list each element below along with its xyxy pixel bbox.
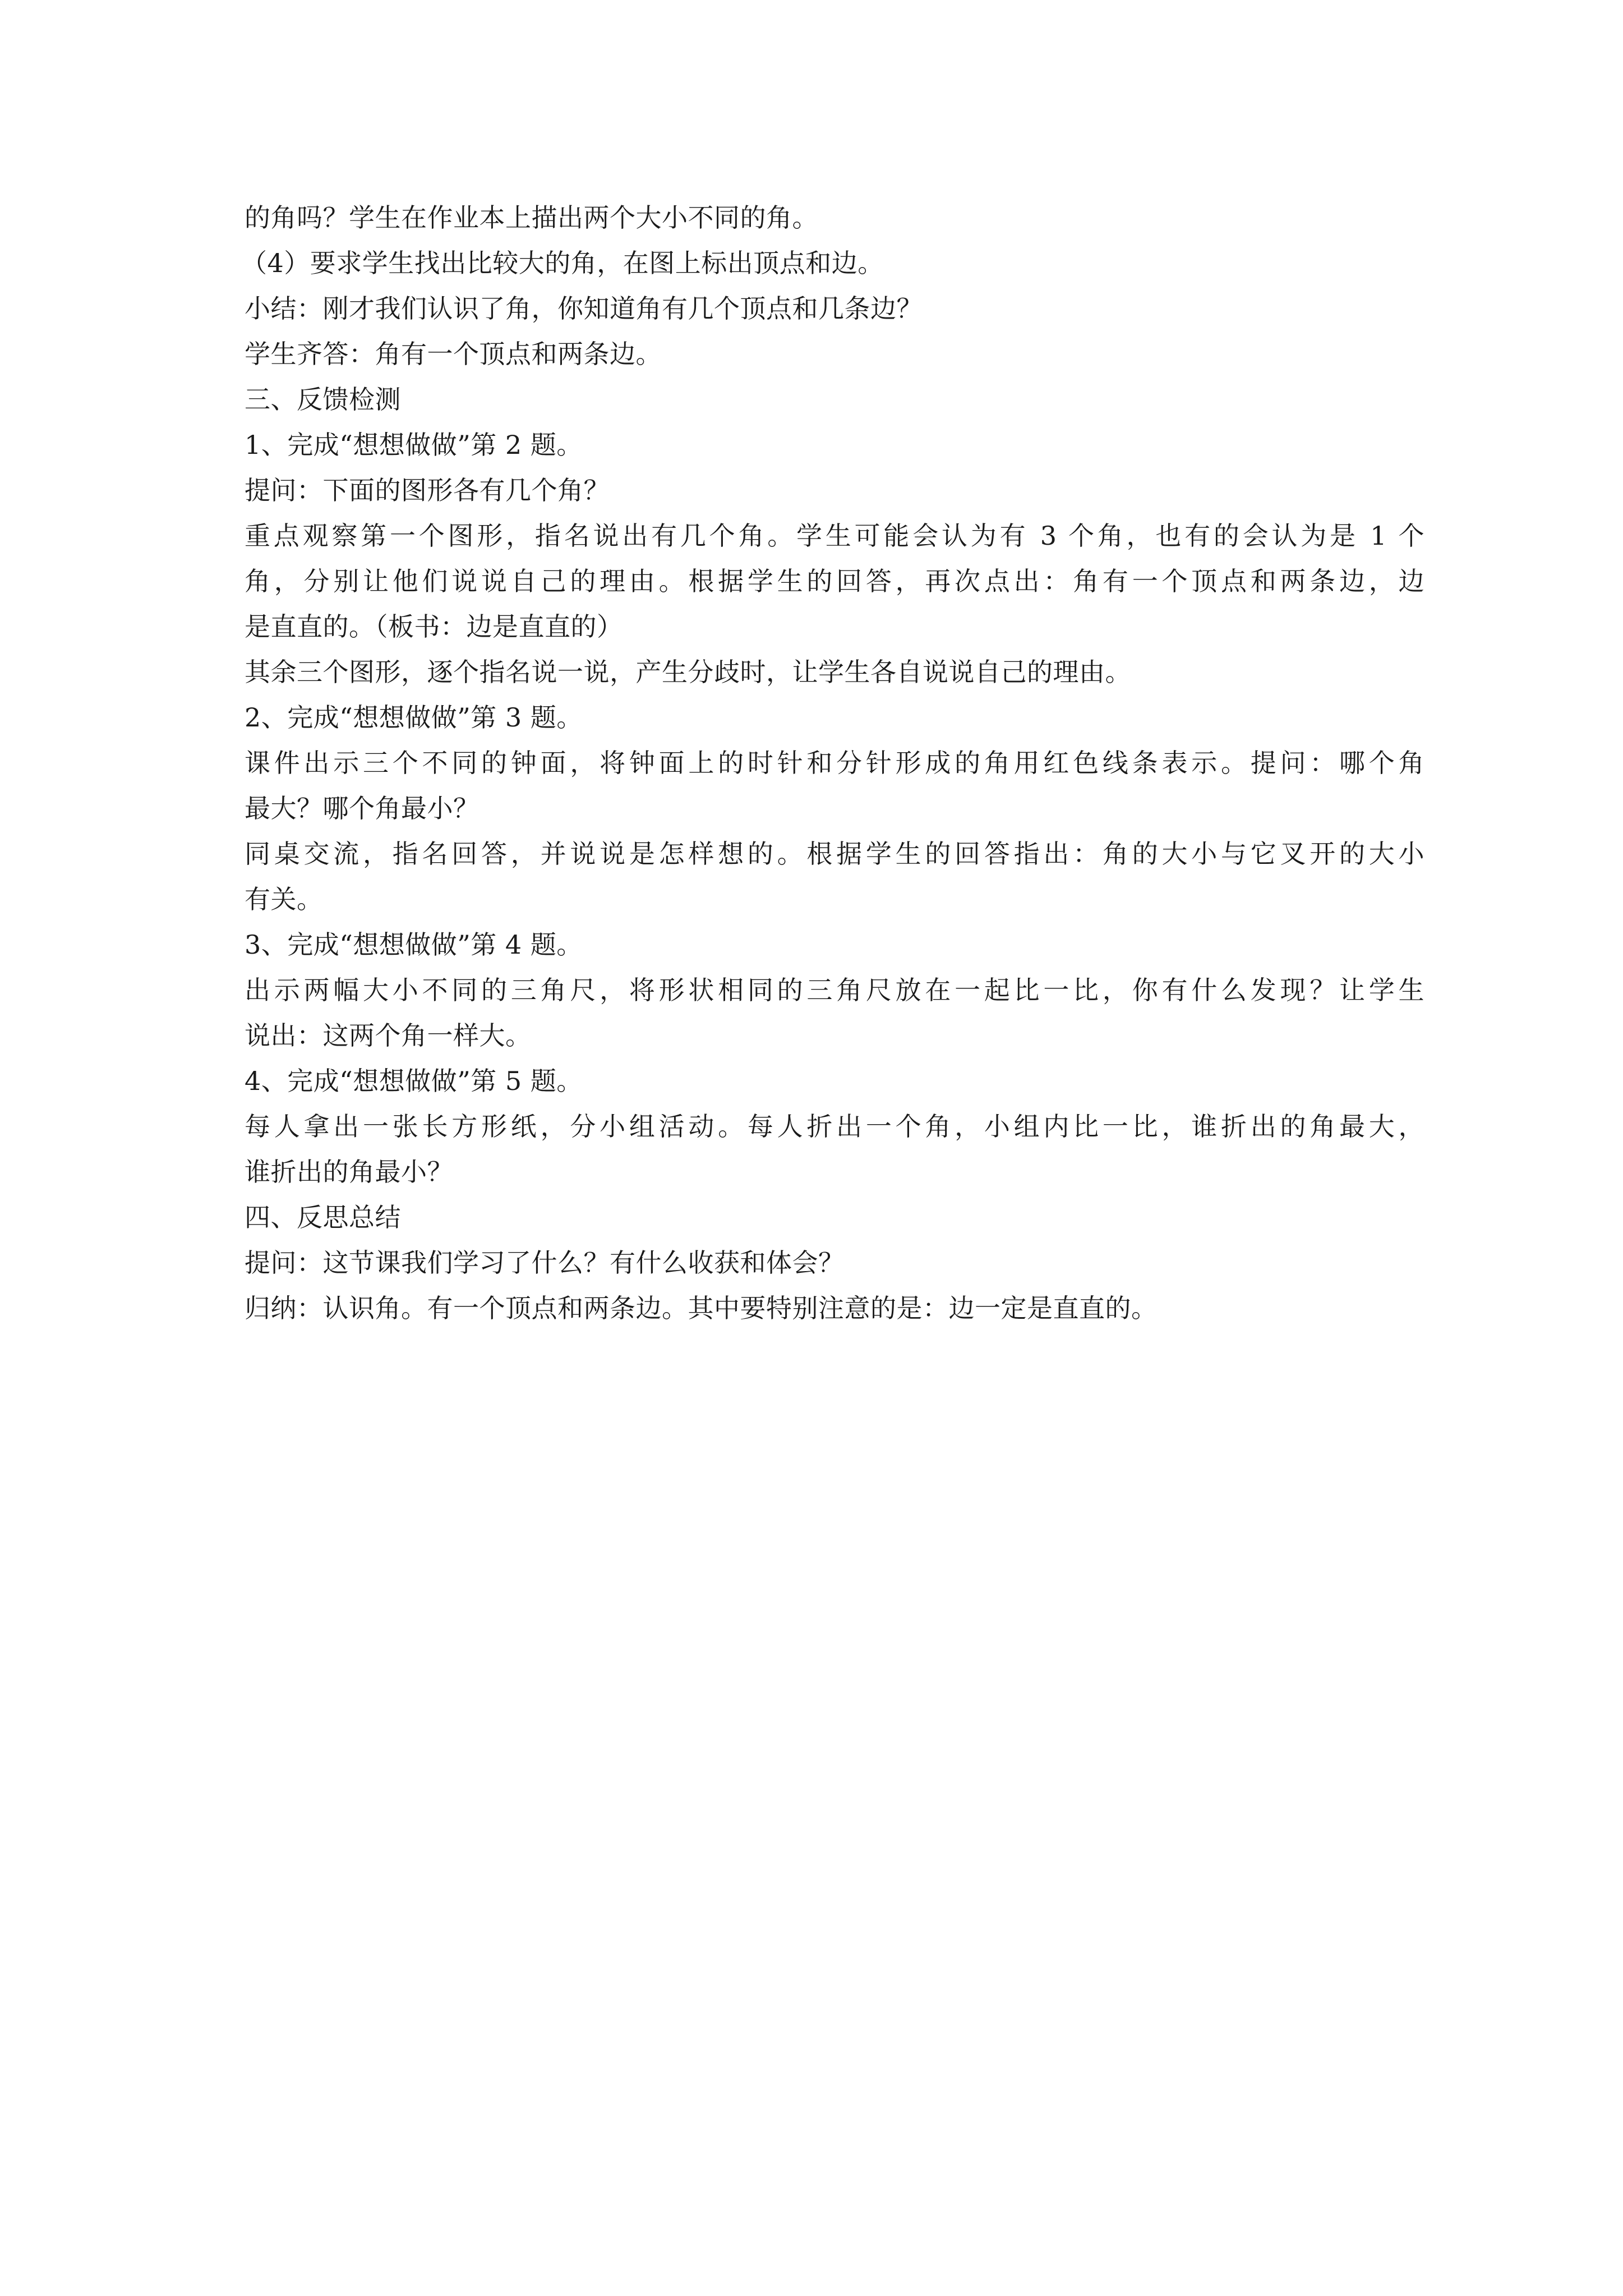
paragraph (245, 695, 1424, 740)
paragraph (245, 468, 1424, 513)
text-line: 提问：下面的图形各有几个角？ (245, 475, 610, 505)
text-line: 1、完成“想想做做”第 2 题。 (245, 430, 583, 460)
text-line: 学生齐答：角有一个顶点和两条边。 (245, 339, 662, 369)
text-line: 重点观察第一个图形，指名说出有几个角。学生可能会认为有 3 个角，也有的会认为是 1 个 (245, 521, 1424, 551)
paragraph (245, 1059, 1424, 1104)
text-line: 四、反思总结 (245, 1202, 401, 1232)
paragraph (245, 968, 1424, 1059)
text-line: 3、完成“想想做做”第 4 题。 (245, 930, 583, 960)
text-line: 是直直的。（板书：边是直直的） (245, 611, 623, 642)
text-line: 每人拿出一张长方形纸，分小组活动。每人折出一个角，小组内比一比，谁折出的角最大， (245, 1111, 1424, 1142)
text-line: 说出：这两个角一样大。 (245, 1020, 532, 1051)
text-line: 提问：这节课我们学习了什么？有什么收获和体会？ (245, 1248, 845, 1278)
paragraph (245, 332, 1424, 377)
section-heading (245, 1195, 1424, 1240)
text-line: 角，分别让他们说说自己的理由。根据学生的回答，再次点出：角有一个顶点和两条边，边 (245, 566, 1424, 596)
text-line: 最大？哪个角最小？ (245, 793, 479, 823)
paragraph (245, 195, 1424, 241)
document-body (241, 195, 1424, 1331)
paragraph (245, 650, 1424, 695)
paragraph (245, 831, 1424, 922)
text-line: 三、反馈检测 (245, 384, 401, 415)
text-line: 有关。 (245, 884, 323, 914)
paragraph (245, 513, 1424, 650)
text-line: 课件出示三个不同的钟面，将钟面上的时针和分针形成的角用红色线条表示。提问：哪个角 (245, 748, 1424, 778)
text-line: 小结：刚才我们认识了角，你知道角有几个顶点和几条边？ (245, 293, 923, 324)
text-line: 4、完成“想想做做”第 5 题。 (245, 1066, 583, 1096)
text-line: 2、完成“想想做做”第 3 题。 (245, 702, 583, 733)
paragraph (245, 740, 1424, 831)
paragraph (245, 422, 1424, 468)
text-line: 归纳：认识角。有一个顶点和两条边。其中要特别注意的是：边一定是直直的。 (245, 1293, 1158, 1323)
text-line: （4）要求学生找出比较大的角，在图上标出顶点和边。 (241, 248, 884, 278)
text-line: 谁折出的角最小？ (245, 1157, 453, 1187)
paragraph (245, 1104, 1424, 1195)
paragraph (245, 286, 1424, 332)
paragraph (245, 922, 1424, 968)
section-heading (245, 377, 1424, 422)
paragraph (245, 1286, 1424, 1331)
paragraph (245, 1240, 1424, 1286)
text-line: 出示两幅大小不同的三角尺，将形状相同的三角尺放在一起比一比，你有什么发现？让学生 (245, 975, 1424, 1005)
text-line: 的角吗？学生在作业本上描出两个大小不同的角。 (245, 203, 818, 233)
paragraph (241, 241, 1424, 286)
text-line: 其余三个图形，逐个指名说一说，产生分歧时，让学生各自说说自己的理由。 (245, 657, 1131, 687)
text-line: 同桌交流，指名回答，并说说是怎样想的。根据学生的回答指出：角的大小与它叉开的大小 (245, 839, 1424, 869)
